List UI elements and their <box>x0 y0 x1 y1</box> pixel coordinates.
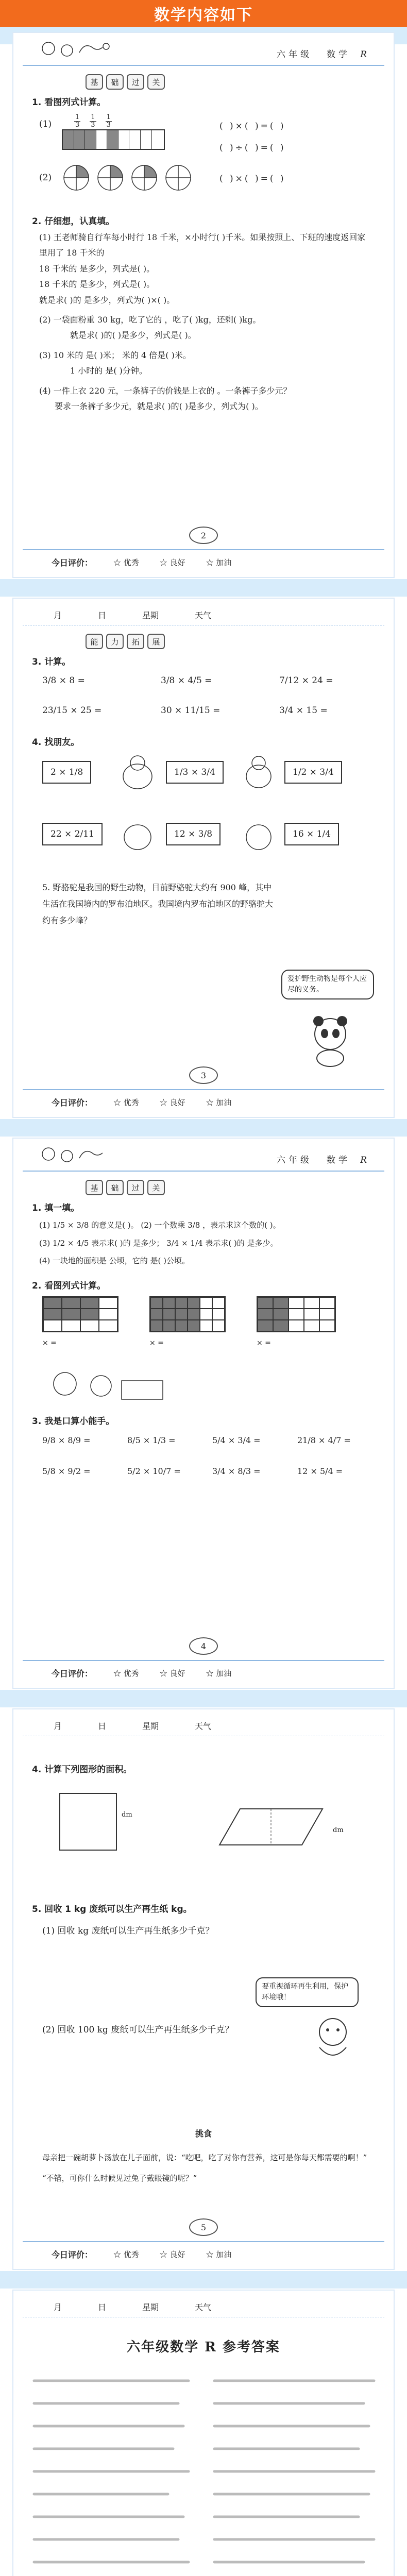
page-footer <box>23 549 384 574</box>
animal-icon <box>114 812 161 854</box>
section-char: 能 <box>86 634 103 649</box>
header-grade: 六年级 <box>277 49 312 60</box>
calc-grid <box>42 672 394 719</box>
mental-math-grid <box>42 1433 394 1480</box>
grid-diagram <box>257 1296 336 1350</box>
bar-rectangle <box>62 129 165 150</box>
q2-line: 1 小时的 是( )分钟。 <box>70 366 147 376</box>
q2-line: 要求一条裤子多少元，就是求( )的( )是多少，列式为( )。 <box>55 401 263 411</box>
square-shape-icon <box>55 1788 132 1866</box>
footer-option: ☆ 加油 <box>206 2249 232 2259</box>
calc-item: 9/8 × 8/9 = <box>42 1435 91 1446</box>
section-char: 过 <box>127 74 144 90</box>
section-char: 过 <box>127 1180 144 1195</box>
answer-blank: ( )×( )=( ) <box>219 121 286 131</box>
question-1-body <box>39 111 394 209</box>
date-weekday: 星期 <box>142 1721 159 1731</box>
grid-diagram <box>42 1296 118 1350</box>
page-footer <box>23 1089 384 1114</box>
header-subject: 数学 <box>327 1155 350 1165</box>
shaded-grid <box>149 1296 226 1332</box>
shape-label: dm <box>122 1811 132 1819</box>
match-area <box>42 751 394 869</box>
page-header <box>23 33 384 66</box>
header-subject: 数学 <box>327 49 350 60</box>
page-gap <box>0 2271 407 2289</box>
footer-option: ☆ 加油 <box>206 1097 232 1107</box>
footer-eval-label: 今日评价： <box>52 1668 93 1679</box>
footer-option: ☆ 优秀 <box>113 557 139 567</box>
header-grade: 六年级 <box>277 1155 312 1165</box>
fill-line: (1) 1/5 × 3/8 的意义是( )。 (2) 一个数乘 3/8 ，表示求这个数的( )。 <box>39 1221 281 1230</box>
date-weather: 天气 <box>195 2302 212 2312</box>
question-5-text: 5. 野骆驼是我国的野生动物，目前野骆驼大约有 900 峰，其中 生活在我国境内的罗布泊地区。我国境内罗布泊地区的野骆驼大约有多少峰？ <box>42 882 274 925</box>
kid-mascot-icon <box>302 2013 364 2065</box>
bar-diagram: $\frac{1}{3}$ $\frac{1}{3}$ $\frac{1}{3}$ <box>62 114 165 155</box>
question-4-title: 4. 计算下列图形的面积。 <box>32 1765 132 1775</box>
answer-title: 六年级数学 R 参考答案 <box>127 2340 280 2355</box>
question-2-body <box>39 230 373 414</box>
page-gap <box>0 1119 407 1137</box>
question-3-title: 3. 计算。 <box>32 657 71 667</box>
page-gap <box>0 1690 407 1707</box>
page-number: 2 <box>189 527 218 544</box>
page-footer <box>23 2241 384 2266</box>
q2-line: 18 千米的 是多少，列式是( )。 <box>39 263 155 274</box>
question-3-title: 3. 我是口算小能手。 <box>32 1416 115 1427</box>
match-card: 2 × 1/8 <box>42 761 91 784</box>
section-char: 基 <box>86 74 103 90</box>
top-banner <box>0 0 407 27</box>
section-char: 力 <box>106 634 124 649</box>
answer-blank: ( )×( )=( ) <box>219 174 286 184</box>
question-2-title: 2. 仔细想，认真填。 <box>32 216 115 227</box>
calc-item: 21/8 × 4/7 = <box>297 1435 351 1446</box>
calc-item: 7/12 × 24 = <box>279 675 333 686</box>
date-day: 日 <box>98 1721 107 1731</box>
section-char: 展 <box>147 634 165 649</box>
date-day: 日 <box>98 2302 107 2312</box>
answer-blank: ( )÷( )=( ) <box>219 143 286 153</box>
animal-icon <box>238 812 279 854</box>
page-3 <box>12 598 395 1118</box>
shape-label: dm <box>333 1826 344 1834</box>
kids-reading-icon <box>44 1365 178 1406</box>
shaded-grid <box>42 1296 118 1332</box>
q2-line: 就是求( )的 是多少，列式为( )×( )。 <box>39 295 175 305</box>
calc-item: 23/15 × 25 = <box>42 705 102 716</box>
shapes-area <box>44 1778 394 1881</box>
date-header <box>23 2291 384 2317</box>
match-card: 12 × 3/8 <box>166 823 221 845</box>
q2-line: (2) 一袋面粉重 30 kg，吃了它的 ，吃了( )kg，还剩( )kg。 <box>39 314 261 325</box>
footer-eval-label: 今日评价： <box>52 2249 93 2260</box>
question-5-title: 5. 回收 1 kg 废纸可以生产再生纸 kg。 <box>32 1904 192 1914</box>
kids-decoration-icon <box>38 37 115 63</box>
calc-item: 3/4 × 8/3 = <box>212 1466 261 1477</box>
grid-diagram <box>149 1296 226 1350</box>
footer-eval-label: 今日评价： <box>52 1097 93 1108</box>
item-label: (2) <box>39 173 52 183</box>
shaded-grid <box>257 1296 336 1332</box>
banner-title: 数学内容如下 <box>154 7 253 24</box>
q2-line: (4) 一件上衣 220 元，一条裤子的价钱是上衣的 。一条裤子多少元？ <box>39 385 292 396</box>
calc-item: 3/8 × 8 = <box>42 675 85 686</box>
footer-option: ☆ 优秀 <box>113 1097 139 1107</box>
date-weekday: 星期 <box>142 2302 159 2312</box>
section-char: 础 <box>106 1180 124 1195</box>
date-weather: 天气 <box>195 1721 212 1731</box>
footer-option: ☆ 优秀 <box>113 1668 139 1678</box>
calc-item: 8/5 × 1/3 = <box>127 1435 176 1446</box>
section-char: 础 <box>106 74 124 90</box>
section-char: 拓 <box>127 634 144 649</box>
section-char: 关 <box>147 1180 165 1195</box>
answer-page <box>12 2290 395 2576</box>
page-footer <box>23 1660 384 1685</box>
page-header <box>23 1139 384 1172</box>
question-1-title: 1. 填一填。 <box>32 1203 80 1213</box>
grid-diagrams <box>42 1296 394 1350</box>
item-label: (1) <box>39 119 52 129</box>
date-weather: 天气 <box>195 611 212 620</box>
footer-option: ☆ 良好 <box>159 1668 185 1678</box>
calc-item: 5/2 × 10/7 = <box>127 1466 181 1477</box>
panda-icon <box>302 1011 359 1067</box>
date-weekday: 星期 <box>142 611 159 620</box>
page-gap <box>0 579 407 597</box>
calc-item: 3/4 × 15 = <box>279 705 328 716</box>
header-edition: R <box>360 1155 367 1165</box>
q2-line: (3) 10 米的 是( )米； 米的 4 倍是( )米。 <box>39 350 191 360</box>
fill-line: (3) 1/2 × 4/5 表示求( )的 是多少； 3/4 × 1/4 表示求( )的 是多少。 <box>39 1238 278 1248</box>
section-title <box>86 74 165 90</box>
match-card: 1/3 × 3/4 <box>166 761 224 784</box>
q2-line: 18 千米的 是多少，列式是( )。 <box>39 279 155 290</box>
page-number: 4 <box>189 1637 218 1655</box>
question-1-title: 1. 看图列式计算。 <box>32 97 106 108</box>
animal-icon <box>238 751 279 792</box>
calc-item: 5/4 × 3/4 = <box>212 1435 261 1446</box>
header-edition: R <box>360 49 367 60</box>
footer-option: ☆ 良好 <box>159 557 185 567</box>
footer-option: ☆ 良好 <box>159 2249 185 2259</box>
animal-icon <box>114 751 161 792</box>
page-number: 5 <box>189 2218 218 2236</box>
parallelogram-shape-icon <box>214 1799 333 1855</box>
grid-caption: × = <box>42 1338 57 1347</box>
q2-line: (1) 王老师骑自行车每小时行 18 千米，×小时行( )千米。如果按照上、下班的速度返回家里用了 18 千米的 <box>39 232 366 258</box>
page-5 <box>12 1708 395 2270</box>
footer-option: ☆ 加油 <box>206 1668 232 1678</box>
footer-option: ☆ 良好 <box>159 1097 185 1107</box>
answer-text-area-icon <box>29 2370 379 2576</box>
question-2-title: 2. 看图列式计算。 <box>32 1280 106 1291</box>
date-month: 月 <box>54 611 62 620</box>
circle-diagram-icon <box>62 163 196 192</box>
match-card: 22 × 2/11 <box>42 823 103 845</box>
footer-eval-label: 今日评价： <box>52 557 93 568</box>
date-month: 月 <box>54 2302 62 2312</box>
q5-sub: (1) 回收 kg 废纸可以生产再生纸多少千克？ <box>42 1926 214 1936</box>
page-4 <box>12 1138 395 1689</box>
story-title: 挑食 <box>195 2128 212 2139</box>
question-4-title: 4. 找朋友。 <box>32 737 80 748</box>
date-header <box>23 599 384 625</box>
question-1-body <box>39 1216 378 1270</box>
date-day: 日 <box>98 611 107 620</box>
calc-item: 12 × 5/4 = <box>297 1466 343 1477</box>
grid-caption: × = <box>257 1338 271 1347</box>
match-card: 1/2 × 3/4 <box>284 761 342 784</box>
story-text: 母亲把一碗胡萝卜汤放在儿子面前，说：“吃吧，吃了对你有营养，这可是你每天都需要的啊！” <box>42 2153 367 2162</box>
page-number: 3 <box>189 1066 218 1084</box>
speech-bubble: 要重视循环再生利用，保护环境哦！ <box>256 1977 359 2007</box>
section-char: 关 <box>147 74 165 90</box>
page-2 <box>12 32 395 578</box>
q5-sub: (2) 回收 100 kg 废纸可以生产再生纸多少千克？ <box>42 2025 234 2036</box>
section-char: 基 <box>86 1180 103 1195</box>
q2-line: 就是求( )的( )是多少，列式是( )。 <box>70 330 196 341</box>
calc-item: 5/8 × 9/2 = <box>42 1466 91 1477</box>
kids-decoration-icon <box>38 1143 115 1168</box>
date-header <box>23 1709 384 1736</box>
footer-option: ☆ 优秀 <box>113 2249 139 2259</box>
section-title <box>86 1180 165 1195</box>
fill-line: (4) 一块地的面积是 公顷，它的 是( )公顷。 <box>39 1256 190 1265</box>
story-text: “不错，可你什么时候见过兔子戴眼镜的呢？” <box>42 2173 197 2183</box>
footer-option: ☆ 加油 <box>206 557 232 567</box>
match-card: 16 × 1/4 <box>284 823 339 845</box>
section-title <box>86 634 165 649</box>
calc-item: 30 × 11/15 = <box>161 705 221 716</box>
date-month: 月 <box>54 1721 62 1731</box>
grid-caption: × = <box>149 1338 164 1347</box>
calc-item: 3/8 × 4/5 = <box>161 675 212 686</box>
speech-bubble: 爱护野生动物是每个人应尽的义务。 <box>281 970 374 999</box>
